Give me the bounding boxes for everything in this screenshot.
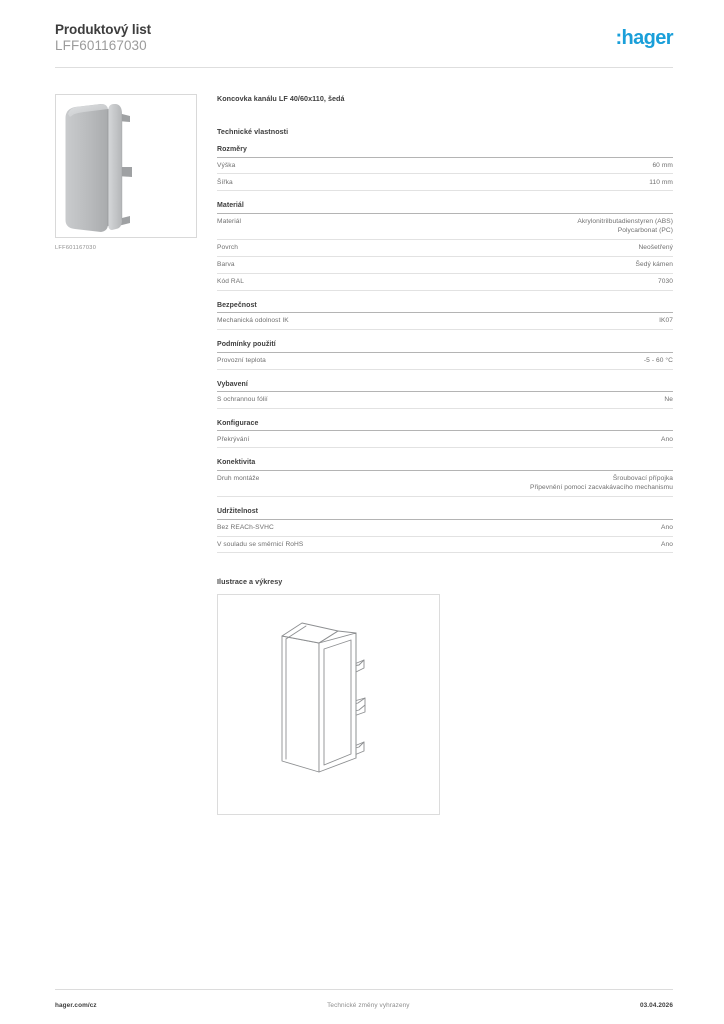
spec-row-value — [649, 540, 673, 550]
spec-group-title: Udržitelnost — [217, 508, 673, 520]
spec-group — [217, 381, 673, 409]
spec-row — [217, 471, 673, 497]
spec-row-value-line: Polycarbonat (PC) — [617, 227, 673, 235]
spec-row-value-line: 7030 — [658, 278, 673, 286]
spec-row-value — [649, 523, 673, 533]
header-divider — [55, 67, 673, 68]
product-photo-icon — [56, 95, 196, 237]
spec-row-label: Šířka — [217, 178, 233, 186]
spec-row — [217, 274, 673, 291]
spec-row-value — [632, 356, 673, 366]
spec-row-value — [518, 474, 673, 493]
spec-group-title: Konektivita — [217, 459, 673, 471]
spec-row — [217, 353, 673, 370]
spec-row-label: S ochrannou fólií — [217, 396, 268, 404]
spec-group — [217, 508, 673, 553]
spec-row-value-line: 60 mm — [652, 161, 673, 169]
spec-row-value-line: Ano — [661, 435, 673, 443]
spec-group — [217, 459, 673, 497]
spec-row-value-line: Šedý kámen — [635, 261, 673, 269]
product-name: Koncovka kanálu LF 40/60x110, šedá — [217, 94, 345, 103]
spec-group — [217, 420, 673, 448]
spec-row-label: Překrývání — [217, 435, 250, 443]
spec-row-value — [637, 178, 673, 188]
spec-row-label: Barva — [217, 261, 235, 269]
spec-row-value-line: Ano — [661, 540, 673, 548]
spec-row-label: V souladu se směrnicí RoHS — [217, 540, 304, 548]
spec-row — [217, 392, 673, 409]
page-header — [55, 22, 673, 67]
spec-row-label: Provozní teplota — [217, 356, 266, 364]
spec-row — [217, 431, 673, 448]
illustration-box — [217, 594, 440, 815]
spec-row-label: Bez REACh-SVHC — [217, 523, 274, 531]
spec-row-value-line: Ano — [661, 523, 673, 531]
spec-row — [217, 520, 673, 537]
spec-row — [217, 240, 673, 257]
spec-row-label: Kód RAL — [217, 278, 244, 286]
spec-row-value — [652, 395, 673, 405]
spec-group — [217, 341, 673, 369]
spec-row-value-line: Ne — [664, 396, 673, 404]
spec-row-value — [647, 316, 673, 326]
spec-row-value — [626, 243, 673, 253]
spec-group — [217, 302, 673, 330]
page-title: Produktový list — [55, 22, 152, 37]
product-photo-column — [55, 94, 197, 251]
specifications-heading: Technické vlastnosti — [217, 127, 289, 136]
spec-row-label: Výška — [217, 161, 236, 169]
spec-row — [217, 537, 673, 554]
spec-row-value-line: Akrylonitrilbutadienstyren (ABS) — [577, 217, 673, 225]
spec-row-label: Materiál — [217, 217, 242, 225]
spec-row-value-line: Šroubovací přípojka — [612, 474, 673, 482]
spec-row-label: Druh montáže — [217, 474, 260, 482]
spec-row-value — [640, 161, 673, 171]
footer-date: 03.04.2026 — [640, 1001, 673, 1009]
spec-row-label: Povrch — [217, 244, 239, 252]
technical-drawing-icon — [218, 595, 437, 812]
illustrations-heading: Ilustrace a výkresy — [217, 577, 283, 587]
spec-row-value — [565, 217, 673, 236]
product-photo-caption: LFF601167030 — [55, 245, 97, 251]
spec-row-value — [649, 435, 673, 445]
spec-row-value-line: 110 mm — [649, 178, 673, 186]
spec-row-value-line: IK07 — [659, 317, 673, 325]
hager-logo-icon: :hager — [615, 27, 673, 49]
product-photo-box — [55, 94, 197, 238]
spec-group-title: Rozměry — [217, 146, 673, 158]
spec-row — [217, 158, 673, 175]
footer-divider — [55, 989, 673, 990]
spec-row — [217, 257, 673, 274]
spec-group-title: Bezpečnost — [217, 302, 673, 314]
specifications-column — [217, 94, 673, 815]
spec-row-value-line: Neošetřený — [638, 244, 673, 252]
product-reference: LFF601167030 — [55, 38, 147, 53]
spec-group-title: Podmínky použití — [217, 341, 673, 353]
specification-groups — [217, 146, 673, 553]
spec-row-label: Mechanická odolnost IK — [217, 317, 289, 325]
spec-group — [217, 202, 673, 291]
footer-disclaimer: Technické změny vyhrazeny — [327, 1001, 410, 1009]
spec-row-value-line: Připevnění pomocí zacvakávacího mechanismu — [530, 484, 673, 492]
spec-row — [217, 174, 673, 191]
page-footer — [55, 997, 673, 1013]
footer-website-link[interactable]: hager.com/cz — [55, 1001, 97, 1009]
spec-group-title: Materiál — [217, 202, 673, 214]
spec-row — [217, 214, 673, 240]
spec-group-title: Konfigurace — [217, 420, 673, 432]
spec-row-value-line: -5 - 60 °C — [643, 356, 673, 364]
spec-row-value — [646, 277, 673, 287]
spec-row-value — [624, 260, 673, 270]
spec-row — [217, 313, 673, 330]
spec-group — [217, 146, 673, 191]
spec-group-title: Vybavení — [217, 381, 673, 393]
